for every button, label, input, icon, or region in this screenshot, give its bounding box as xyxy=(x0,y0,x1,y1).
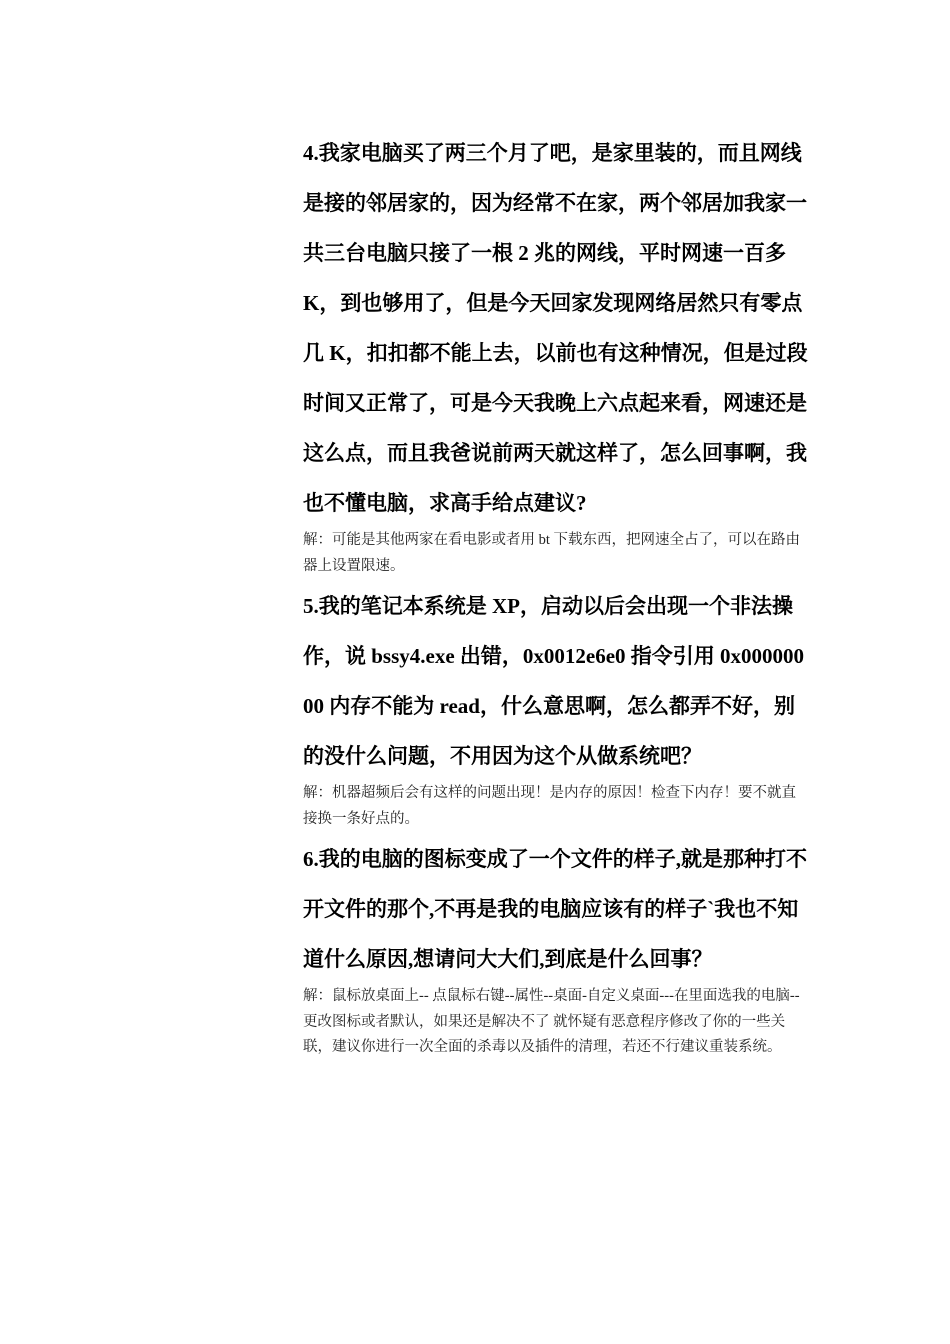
qa-item-6 xyxy=(303,834,808,1061)
answer-4: 解：可能是其他两家在看电影或者用 bt 下载东西，把网速全占了，可以在路由器上设置限速。 xyxy=(303,532,801,574)
qa-item-4 xyxy=(303,128,808,579)
qa-item-5 xyxy=(303,581,808,832)
answer-5: 解：机器超频后会有这样的问题出现！是内存的原因！检查下内存！要不就直接换一条好点的。 xyxy=(303,785,796,827)
answer-6: 解：鼠标放桌面上-- 点鼠标右键--属性--桌面-自定义桌面---在里面选我的电脑--更改图标或者默认，如果还是解决不了 就怀疑有恶意程序修改了你的一些关联，建议你进行一次全面的杀毒以及插件的清理，若还不行建议重装系统。 xyxy=(303,988,800,1055)
question-5: 5.我的笔记本系统是 XP，启动以后会出现一个非法操作，说 bssy4.exe 出错，0x0012e6e0 指令引用 0x00000000 内存不能为 read，什么意思啊，怎么都弄不好，别的没什么问题，不用因为这个从做系统吧？ xyxy=(303,594,805,768)
question-4: 4.我家电脑买了两三个月了吧，是家里装的，而且网线是接的邻居家的，因为经常不在家，两个邻居加我家一共三台电脑只接了一根 2 兆的网线，平时网速一百多 K，到也够用了，但是今天回家发现网络居然只有零点几 K，扣扣都不能上去，以前也有这种情况，但是过段时间又正常了，可是今天我晚上六点起来看，网速还是这么点，而且我爸说前两天就这样了，怎么回事啊，我也不懂电脑，求高手给点建议? xyxy=(303,141,808,515)
document-page xyxy=(303,128,808,1063)
question-6: 6.我的电脑的图标变成了一个文件的样子,就是那种打不开文件的那个,不再是我的电脑应该有的样子`我也不知道什么原因,想请问大大们,到底是什么回事？ xyxy=(303,847,807,971)
